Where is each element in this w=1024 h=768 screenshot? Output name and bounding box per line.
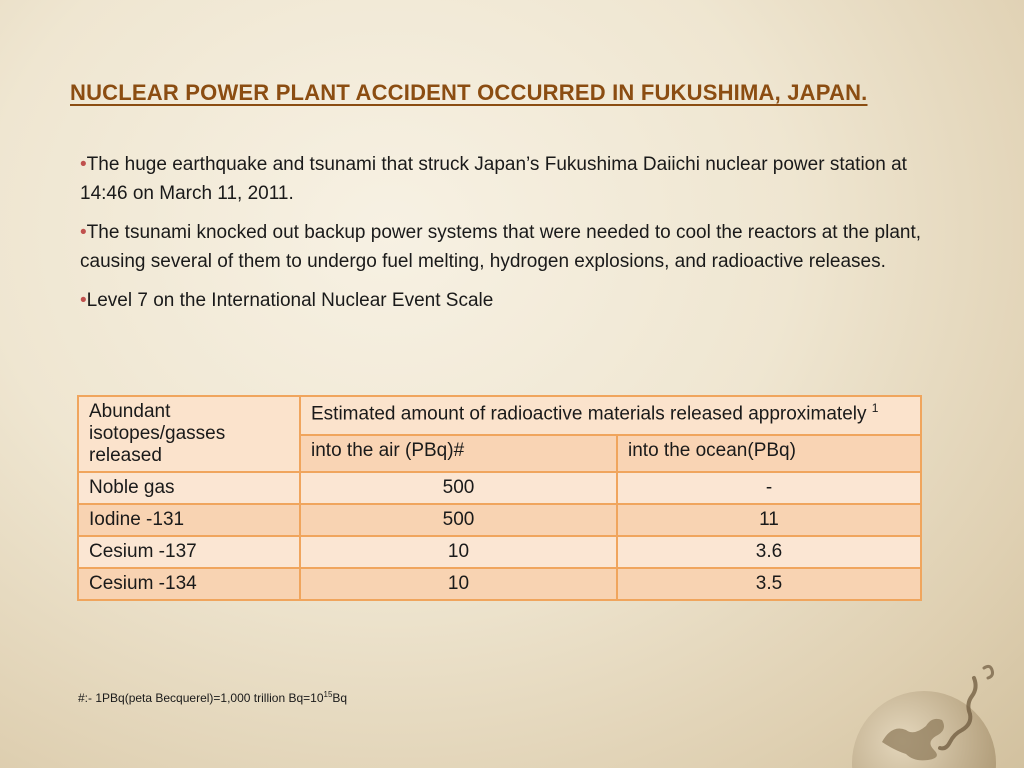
cell-isotope: Cesium -134: [78, 568, 300, 600]
footnote-text: #:- 1PBq(peta Becquerel)=1,000 trillion Bq=10: [78, 691, 324, 705]
header-footnote-ref: 1: [871, 401, 879, 415]
table-header-row: [78, 396, 921, 435]
header-into-air: into the air (PBq)#: [300, 435, 617, 472]
cell-ocean: 3.5: [617, 568, 921, 600]
cell-ocean: 11: [617, 504, 921, 536]
footnote-unit: Bq: [332, 691, 348, 705]
bullet-item: [80, 218, 940, 276]
slide-title: NUCLEAR POWER PLANT ACCIDENT OCCURRED IN FUKUSHIMA, JAPAN.: [70, 80, 868, 105]
header-isotopes: Abundant isotopes/gasses released: [78, 396, 300, 472]
footnote-exponent: 15: [323, 690, 333, 699]
cell-ocean: -: [617, 472, 921, 504]
cell-isotope: Noble gas: [78, 472, 300, 504]
bullet-text: Level 7 on the International Nuclear Event Scale: [86, 290, 494, 311]
bullet-marker: •: [80, 154, 87, 175]
table-row: [78, 504, 921, 536]
header-into-ocean: into the ocean(PBq): [617, 435, 921, 472]
table-row: [78, 568, 921, 600]
bullet-list: [80, 150, 940, 325]
cell-air: 500: [300, 472, 617, 504]
cell-ocean: 3.6: [617, 536, 921, 568]
bullet-item: [80, 286, 940, 315]
globe-map-icon: [824, 638, 1024, 768]
bullet-marker: •: [80, 290, 87, 311]
bullet-text: The huge earthquake and tsunami that struck Japan’s Fukushima Daiichi nuclear power station at 14:46 on March 11, 2011.: [80, 154, 907, 204]
cell-isotope: Cesium -137: [78, 536, 300, 568]
bullet-marker: •: [80, 222, 87, 243]
cell-isotope: Iodine -131: [78, 504, 300, 536]
bullet-item: [80, 150, 940, 208]
header-estimated-amount: [300, 396, 921, 435]
cell-air: 10: [300, 568, 617, 600]
table-row: [78, 536, 921, 568]
table-row: [78, 472, 921, 504]
release-table: [77, 395, 922, 601]
cell-air: 500: [300, 504, 617, 536]
bullet-text: The tsunami knocked out backup power systems that were needed to cool the reactors at the plant, causing several of them to undergo fuel melting, hydrogen explosions, and radioactive releases.: [80, 222, 922, 272]
footnote: [78, 690, 347, 705]
cell-air: 10: [300, 536, 617, 568]
header-estimated-text: Estimated amount of radioactive materials released approximately: [311, 403, 867, 425]
